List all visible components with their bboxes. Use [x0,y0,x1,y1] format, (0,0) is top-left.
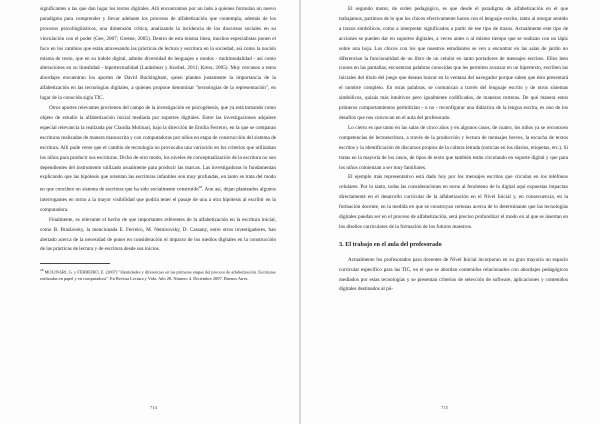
left-paragraph-2-body: Otros aportes relevantes provienen del campo de la investigación en psicogénesis, que ya está tomando como objeto de estudio la alfabetización inicial mediada por soportes digitales. Entre las investigaciones adquiere especial relevancia la realizada por Claudia Molinari, bajo la dirección de Emilia Ferreiro, en la que se comparan escrituras realizadas de manera manuscrita y con computadoras por niños en etapa de construcción del sistema de escritura. Allí pude verse que el cambio de tecnología no provocaba una variación en los criterios que utilizaban los niños para producir sus escrituras. Dicho de otro modo, los niveles de conceptualización de la escritura no son dependientes del instrumento utilizado usualmente para producir las marcas. Las investigadoras lo fundamentan explicando que las hipótesis que orientan las escrituras infantiles son muy profundas, en tanto se trata del modo en que conciben un sistema de escritura que ha sido socialmente construido [40,105,276,194]
right-paragraph-1: El segundo motor, de orden pedagógico, es que desde el paradigma de alfabetización en el que trabajamos, partimos de lo que los chicos efectivamente hacen con el lenguaje escrito, tanto al otorgar sentido a trazos simbólicos, como a interpretar significados a partir de ese tipo de trazos. Actualmente este tipo de acciones se pueden dar en soportes digitales, a veces antes o al mismo tiempo que se realizan con un lápiz sobre una hoja. Los chicos con los que nuestros estudiantes se ven a encontrar en las salas de jardín no diferencian la funcionalidad de un libro de un celular en tanto portadores de mensajes escritos. Ellos leen íconos en las pantallas, encuentran palabras conocidas que les permiten avanzar en un hipertexto, escriben las iniciales del título del juego que desean buscar en la ventana del navegador porque saben que ésto presentará el nombre completo. En otras palabras, se comunican a través del lenguaje escrito y de otros sistemas simbólicos, quizás más intuitivos pero igualmente codificados, de maneras certeras. De qué manera estos primeros comportamientos permitirían - o no - reconfigurar una didáctica de la lengua escrita, es uno de los desafíos que nos convocan en el aula del profesorado. [339,6,568,121]
footnote-marker: 28 [40,268,44,273]
right-column-text [339,5,568,295]
right-page [301,0,600,424]
right-page-number: 715 [441,405,448,410]
footnote [40,267,276,281]
left-page [0,0,299,424]
footnote-rule [40,263,110,264]
left-paragraph-2 [40,104,276,216]
section-heading: 3. El trabajo en el aula del profesorado [339,240,442,248]
footnote-text: MOLINARI, G. y FERREIRO, E. (2007) "Identidades y diferencias en las primeras etapas del proceso de alfabetización. Escrituras realizadas en papel y en computadora". En Revista Lectura y Vida. Año 28, Número 4. Diciembre 2007. Buenos Aires. [40,269,276,281]
left-column-text [40,5,276,255]
section-paragraph: Actualmente los profesorados para docentes de Nivel Inicial incorporan en su gran mayoría un espacio curricular específico para las TIC, en el que se abordan contenidos relacionados con abordajes pedagógicos mediados por estas tecnologías y se presentan criterios de selección de software, aplicaciones y contenidos digitales destinados al pú- [339,256,568,293]
left-page-number: 714 [150,405,157,410]
left-paragraph-1: significantes a las que dan lugar los textos digitales. Allí encontramos por un lado a quienes formulan un nuevo paradigma para comprender y llevar adelante los procesos de alfabetización que contempla, además de los procesos psicolingüísticos, una dimensión crítica, analizando la incidencia de los discursos sociales en su vinculación con el poder (Gee, 2007; Greene, 2005). Dentro de esta misma línea, muchos especialistas ponen el foco en los cambios que están atravesando las prácticas de lectura y escritura en la sociedad, así como la noción misma de texto, que en su índole digital, admite diversidad de lenguajes o modos - multimodalidad - así como alteraciones en su linealidad - hipertextualidad (Lankshear y Knobel, 2011; Kress, 2005). Muy cercanos a estos abordajes encuentran los aportes de David Buckingham, quien plantea justamente la importancia de la alfabetización en las tecnologías digitales, a quienes propone denominar "tecnologías de la representación", en lugar de la conocida sigla TIC. [40,6,276,102]
left-paragraph-3: Finalmente, es relevante el hecho de que importantes referentes de la alfabetización en la escritura inicial, como B. Braslavsky, la mencionada E. Ferreiro, M. Nemirovsky, D. Cassany, entre otros investigadores, han alertado acerca de la necesidad de poner en consideración el impacto de los medios digitales en la construcción de las prácticas de lectura y de escritura desde sus inicios. [40,216,276,253]
footnote-reference: 28 [198,185,203,190]
right-paragraph-2: Lo cierto es que tanto en las salas de cinco años y en algunos casos, de cuatro, los niños ya se reconocen competencias de lectoescritura, a través de la producción y lectura de mensajes breves, la escucha de textos escritos y la identificación de discursos propios de la cultura letrada (noticias en los diarios, etiquetas, etc.). Si tratas en la mayoría de los casos, de tipos de texto que también están circulando en soporte digital y que para los niños comienzan a ser muy familiares. [339,124,568,171]
right-paragraph-3: El ejemplo más representativo está dado hoy por los mensajes escritos que circulan en los teléfonos celulares. Por lo tanto, todas las consideraciones en torno al fenómeno de lo digital aquí expuestas impactan directamente en el desarrollo curricular de la alfabetización en el Nivel Inicial y, en consecuencia, en la formación docente, en la medida en que se construyan certezas acerca de lo determinante que las tecnologías digitales puedan ser en el proceso de alfabetización, será preciso profundizar el modo en al que se insertan en los diseños curriculares de la formación de los futuros maestros. [339,174,568,230]
left-paragraph-2-tail: . Aun así, dejan planteados algunos interrogantes en torno a la mayor visibilidad que podría tener el pasaje de una a otra hipótesis al escribir en la computadora. [40,187,277,213]
